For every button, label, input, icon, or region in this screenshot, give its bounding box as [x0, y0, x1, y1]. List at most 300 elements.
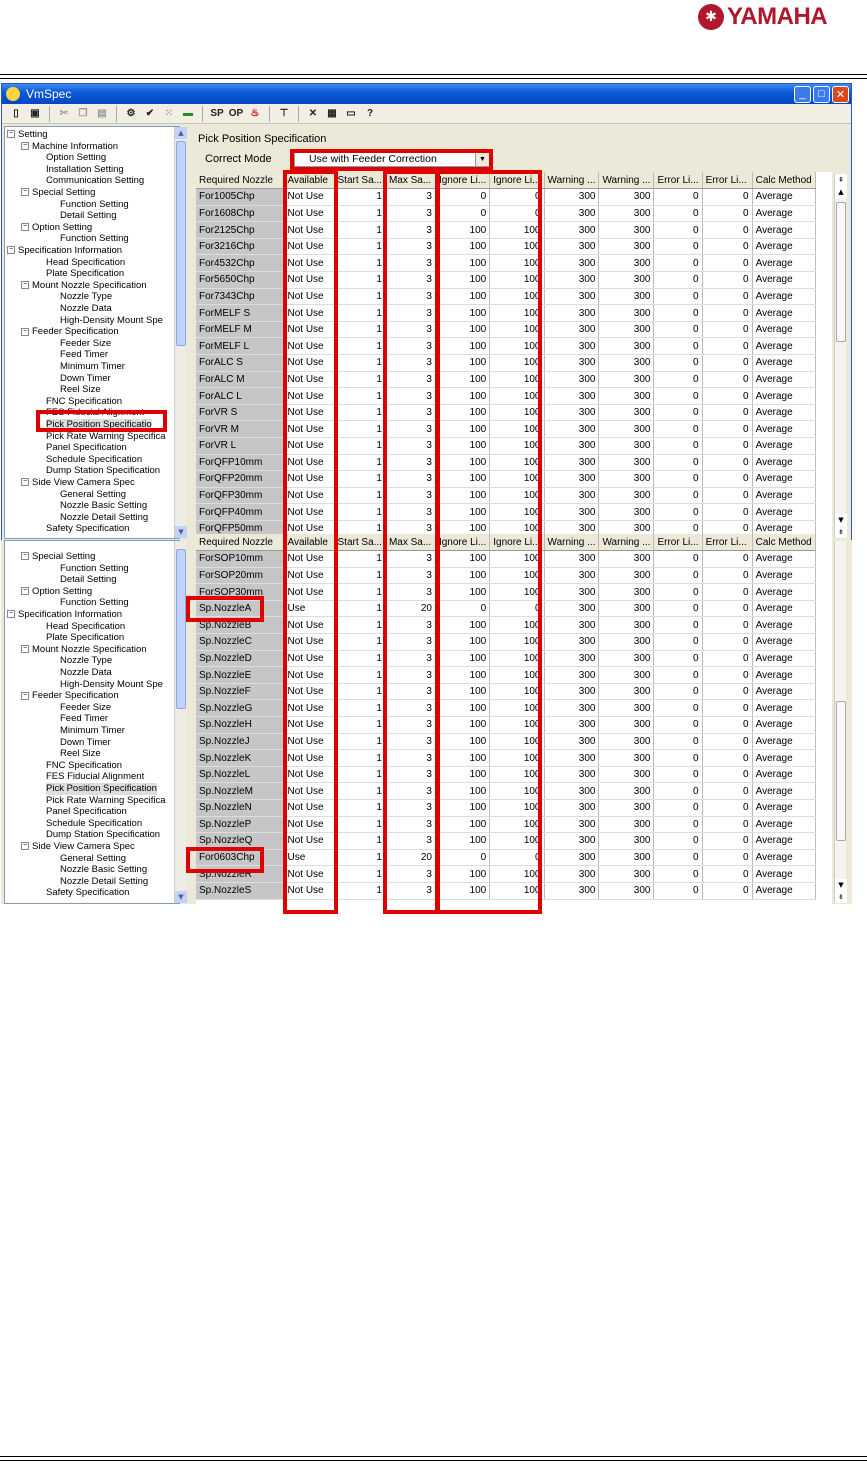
- tree-node[interactable]: [46, 795, 166, 807]
- table-cell[interactable]: 20: [385, 600, 435, 617]
- table-cell[interactable]: Not Use: [284, 584, 334, 601]
- table-cell[interactable]: 100: [490, 504, 544, 521]
- table-cell[interactable]: 100: [490, 683, 544, 700]
- table-cell[interactable]: 100: [435, 882, 489, 899]
- table-cell[interactable]: 3: [385, 750, 435, 767]
- tool-icon[interactable]: ✕: [308, 108, 318, 119]
- collapse-icon[interactable]: −: [22, 281, 28, 289]
- table-row[interactable]: [196, 783, 815, 800]
- table-cell[interactable]: 100: [490, 255, 544, 272]
- table-row[interactable]: [196, 882, 815, 899]
- table-cell[interactable]: 0: [702, 222, 752, 239]
- table-row[interactable]: [196, 617, 815, 634]
- column-header[interactable]: Ignore Li...: [490, 172, 544, 189]
- table-cell[interactable]: Not Use: [284, 882, 334, 899]
- table-cell[interactable]: 100: [490, 750, 544, 767]
- table-cell[interactable]: 0: [654, 305, 702, 322]
- tree-scrollbar-bottom[interactable]: [174, 541, 186, 903]
- table-cell[interactable]: 0: [654, 600, 702, 617]
- table-cell[interactable]: 300: [544, 683, 599, 700]
- tree-node[interactable]: [46, 164, 124, 176]
- table-cell[interactable]: 300: [544, 700, 599, 717]
- table-cell[interactable]: 1: [334, 238, 385, 255]
- keyboard-icon[interactable]: ▭: [346, 108, 356, 119]
- table-cell[interactable]: 3: [385, 355, 435, 372]
- table-cell[interactable]: 3: [385, 882, 435, 899]
- table-cell[interactable]: 300: [544, 800, 599, 817]
- table-cell[interactable]: 3: [385, 667, 435, 684]
- table-row[interactable]: [196, 650, 815, 667]
- table-cell[interactable]: 100: [490, 471, 544, 488]
- table-cell[interactable]: 3: [385, 584, 435, 601]
- table-cell[interactable]: Not Use: [284, 683, 334, 700]
- table-cell[interactable]: 300: [599, 717, 654, 734]
- column-header[interactable]: Max Sa...: [385, 534, 435, 551]
- table-cell[interactable]: 0: [654, 816, 702, 833]
- save-icon[interactable]: ▣: [30, 108, 40, 119]
- table-cell[interactable]: 100: [490, 567, 544, 584]
- tree-node[interactable]: [46, 419, 152, 431]
- column-header[interactable]: Error Li...: [654, 172, 702, 189]
- table-cell[interactable]: 3: [385, 255, 435, 272]
- table-cell[interactable]: Not Use: [284, 487, 334, 504]
- table-cell[interactable]: 300: [599, 617, 654, 634]
- table-cell[interactable]: 300: [544, 288, 599, 305]
- column-header[interactable]: Calc Method: [752, 534, 815, 551]
- table-cell[interactable]: Not Use: [284, 766, 334, 783]
- scroll-up-arrow[interactable]: ▲: [175, 127, 187, 139]
- collapse-icon[interactable]: −: [22, 327, 28, 335]
- table-cell[interactable]: 1: [334, 617, 385, 634]
- table-cell[interactable]: 100: [490, 238, 544, 255]
- table-cell[interactable]: 100: [490, 551, 544, 568]
- table-cell[interactable]: 300: [544, 783, 599, 800]
- table-cell[interactable]: 1: [334, 471, 385, 488]
- collapse-icon[interactable]: −: [22, 842, 28, 850]
- table-cell[interactable]: 300: [544, 733, 599, 750]
- table-cell[interactable]: Use: [284, 600, 334, 617]
- table-cell[interactable]: 0: [702, 866, 752, 883]
- table-cell[interactable]: Not Use: [284, 504, 334, 521]
- table-cell[interactable]: 300: [599, 833, 654, 850]
- table-cell[interactable]: 300: [599, 487, 654, 504]
- table-cell[interactable]: Average: [752, 733, 815, 750]
- table-cell[interactable]: 1: [334, 717, 385, 734]
- table-cell[interactable]: 1: [334, 783, 385, 800]
- table-cell[interactable]: 100: [490, 338, 544, 355]
- table-cell[interactable]: Average: [752, 404, 815, 421]
- table-cell[interactable]: 300: [544, 833, 599, 850]
- table-cell[interactable]: 0: [702, 305, 752, 322]
- table-cell[interactable]: 100: [435, 305, 489, 322]
- table-row[interactable]: [196, 189, 815, 206]
- table-cell[interactable]: Average: [752, 667, 815, 684]
- table-cell[interactable]: 300: [544, 766, 599, 783]
- table-cell[interactable]: 100: [435, 800, 489, 817]
- tree-node[interactable]: [60, 876, 148, 888]
- tree-node[interactable]: [46, 454, 142, 466]
- table-cell[interactable]: 300: [544, 520, 599, 537]
- table-cell[interactable]: 300: [544, 750, 599, 767]
- table-cell[interactable]: Not Use: [284, 650, 334, 667]
- table-cell[interactable]: 300: [544, 504, 599, 521]
- table-row[interactable]: [196, 816, 815, 833]
- table-cell[interactable]: 300: [544, 388, 599, 405]
- table-cell[interactable]: 1: [334, 866, 385, 883]
- table-cell[interactable]: Not Use: [284, 238, 334, 255]
- table-row[interactable]: [196, 371, 815, 388]
- table-row[interactable]: [196, 584, 815, 601]
- table-cell[interactable]: 100: [435, 833, 489, 850]
- table-cell[interactable]: Average: [752, 783, 815, 800]
- table-cell[interactable]: 0: [702, 816, 752, 833]
- table-cell[interactable]: Average: [752, 288, 815, 305]
- table-cell[interactable]: 300: [599, 471, 654, 488]
- table-cell[interactable]: 0: [702, 650, 752, 667]
- table-cell[interactable]: 100: [490, 617, 544, 634]
- column-header[interactable]: Error Li...: [654, 534, 702, 551]
- table-cell[interactable]: Average: [752, 371, 815, 388]
- tree-node[interactable]: [21, 187, 95, 199]
- scroll-bottom-arrow[interactable]: ⇟: [835, 891, 847, 903]
- table-cell[interactable]: 300: [544, 338, 599, 355]
- table-row[interactable]: [196, 683, 815, 700]
- table-cell[interactable]: 0: [702, 567, 752, 584]
- table-row[interactable]: [196, 833, 815, 850]
- table-cell[interactable]: Average: [752, 421, 815, 438]
- table-cell[interactable]: 100: [435, 388, 489, 405]
- table-cell[interactable]: Average: [752, 551, 815, 568]
- column-header[interactable]: Ignore Li...: [435, 534, 489, 551]
- tree-node[interactable]: [60, 500, 147, 512]
- table-cell[interactable]: 300: [544, 305, 599, 322]
- table-cell[interactable]: 1: [334, 700, 385, 717]
- tree-node[interactable]: [46, 465, 160, 477]
- tree-node[interactable]: [46, 257, 125, 269]
- table-cell[interactable]: 100: [435, 255, 489, 272]
- table-cell[interactable]: Average: [752, 454, 815, 471]
- table-cell[interactable]: 0: [654, 567, 702, 584]
- table-cell[interactable]: Average: [752, 700, 815, 717]
- op-button[interactable]: OP: [228, 108, 244, 119]
- table-cell[interactable]: 300: [599, 355, 654, 372]
- table-cell[interactable]: 300: [599, 222, 654, 239]
- table-cell[interactable]: 100: [490, 272, 544, 289]
- table-cell[interactable]: 100: [490, 783, 544, 800]
- column-header[interactable]: Error Li...: [702, 172, 752, 189]
- table-cell[interactable]: 0: [702, 584, 752, 601]
- table-cell[interactable]: 300: [599, 321, 654, 338]
- table-cell[interactable]: 0: [702, 600, 752, 617]
- table-cell[interactable]: 300: [544, 866, 599, 883]
- table-row[interactable]: [196, 454, 815, 471]
- table-cell[interactable]: 300: [599, 238, 654, 255]
- tree-node[interactable]: [46, 818, 142, 830]
- column-header[interactable]: Start Sa...: [334, 172, 385, 189]
- table-cell[interactable]: 300: [599, 766, 654, 783]
- table-cell[interactable]: 0: [702, 783, 752, 800]
- table-cell[interactable]: 3: [385, 404, 435, 421]
- table-cell[interactable]: 0: [654, 866, 702, 883]
- table-cell[interactable]: Average: [752, 487, 815, 504]
- table-cell[interactable]: 0: [702, 750, 752, 767]
- table-cell[interactable]: Average: [752, 766, 815, 783]
- scroll-down-arrow[interactable]: ▼: [835, 879, 847, 891]
- table-row[interactable]: [196, 766, 815, 783]
- table-cell[interactable]: 0: [654, 551, 702, 568]
- correct-mode-select[interactable]: [294, 152, 490, 167]
- table-cell[interactable]: 0: [654, 388, 702, 405]
- table-cell[interactable]: Not Use: [284, 866, 334, 883]
- table-cell[interactable]: Not Use: [284, 205, 334, 222]
- table-cell[interactable]: 100: [490, 717, 544, 734]
- collapse-icon[interactable]: −: [22, 691, 28, 699]
- table-cell[interactable]: 300: [599, 205, 654, 222]
- table-cell[interactable]: 0: [702, 733, 752, 750]
- table-row[interactable]: [196, 700, 815, 717]
- table-cell[interactable]: 300: [599, 371, 654, 388]
- table-cell[interactable]: 0: [702, 617, 752, 634]
- table-cell[interactable]: 0: [654, 471, 702, 488]
- tree-node[interactable]: [60, 489, 126, 501]
- table-cell[interactable]: 1: [334, 438, 385, 455]
- table-cell[interactable]: 0: [654, 504, 702, 521]
- table-cell[interactable]: 3: [385, 487, 435, 504]
- table-cell[interactable]: 1: [334, 404, 385, 421]
- table-cell[interactable]: 0: [435, 849, 489, 866]
- table-cell[interactable]: 100: [435, 272, 489, 289]
- column-header[interactable]: Warning ...: [544, 534, 599, 551]
- tree-node[interactable]: [60, 748, 101, 760]
- table-cell[interactable]: 3: [385, 321, 435, 338]
- table-cell[interactable]: Average: [752, 520, 815, 537]
- table-cell[interactable]: 1: [334, 487, 385, 504]
- table-cell[interactable]: 300: [544, 222, 599, 239]
- table-cell[interactable]: Not Use: [284, 800, 334, 817]
- table-cell[interactable]: 0: [654, 487, 702, 504]
- tree-node[interactable]: [60, 563, 129, 575]
- table-cell[interactable]: 0: [490, 849, 544, 866]
- table-cell[interactable]: 100: [435, 783, 489, 800]
- table-cell[interactable]: 0: [654, 189, 702, 206]
- tree-node[interactable]: [60, 338, 111, 350]
- table-cell[interactable]: Not Use: [284, 421, 334, 438]
- table-cell[interactable]: 100: [435, 421, 489, 438]
- table-cell[interactable]: 1: [334, 600, 385, 617]
- table-cell[interactable]: 3: [385, 338, 435, 355]
- tree-node[interactable]: [60, 679, 163, 691]
- collapse-icon[interactable]: −: [8, 130, 14, 138]
- table-row[interactable]: [196, 421, 815, 438]
- table-cell[interactable]: 100: [435, 617, 489, 634]
- tree-node[interactable]: [46, 621, 125, 633]
- table-cell[interactable]: 300: [544, 487, 599, 504]
- table-cell[interactable]: Average: [752, 471, 815, 488]
- tree-node[interactable]: [60, 291, 112, 303]
- table-cell[interactable]: 300: [544, 584, 599, 601]
- tree-node[interactable]: [46, 407, 144, 419]
- table-cell[interactable]: Average: [752, 650, 815, 667]
- column-header[interactable]: Warning ...: [599, 534, 654, 551]
- tree-node[interactable]: [46, 771, 144, 783]
- table-cell[interactable]: 300: [544, 205, 599, 222]
- table-cell[interactable]: 0: [654, 272, 702, 289]
- table-cell[interactable]: Not Use: [284, 272, 334, 289]
- table-cell[interactable]: Average: [752, 272, 815, 289]
- column-header[interactable]: Ignore Li...: [490, 534, 544, 551]
- table-cell[interactable]: Average: [752, 438, 815, 455]
- table-cell[interactable]: 300: [599, 520, 654, 537]
- table-cell[interactable]: 0: [654, 205, 702, 222]
- table-cell[interactable]: 0: [702, 355, 752, 372]
- table-cell[interactable]: 100: [490, 371, 544, 388]
- collapse-icon[interactable]: −: [22, 223, 28, 231]
- table-cell[interactable]: 0: [654, 288, 702, 305]
- table-cell[interactable]: 100: [490, 816, 544, 833]
- tree-node[interactable]: [46, 783, 157, 795]
- table-cell[interactable]: 0: [702, 849, 752, 866]
- table-cell[interactable]: 0: [702, 454, 752, 471]
- table-cell[interactable]: 300: [544, 634, 599, 651]
- table-cell[interactable]: 100: [435, 487, 489, 504]
- table-cell[interactable]: Average: [752, 388, 815, 405]
- table-cell[interactable]: 300: [544, 617, 599, 634]
- table-cell[interactable]: 100: [490, 404, 544, 421]
- table-cell[interactable]: 100: [435, 700, 489, 717]
- table-cell[interactable]: 0: [702, 882, 752, 899]
- table-cell[interactable]: Not Use: [284, 305, 334, 322]
- table-cell[interactable]: 1: [334, 288, 385, 305]
- table-cell[interactable]: 100: [435, 355, 489, 372]
- table-cell[interactable]: 1: [334, 683, 385, 700]
- column-header[interactable]: Calc Method: [752, 172, 815, 189]
- table-cell[interactable]: 100: [490, 288, 544, 305]
- table-cell[interactable]: 100: [435, 321, 489, 338]
- table-cell[interactable]: 0: [654, 634, 702, 651]
- scroll-up-arrow[interactable]: ▲: [835, 186, 847, 198]
- tree-node[interactable]: [60, 303, 112, 315]
- table-cell[interactable]: 100: [435, 454, 489, 471]
- table-cell[interactable]: Average: [752, 238, 815, 255]
- collapse-icon[interactable]: −: [22, 587, 28, 595]
- table-cell[interactable]: 100: [490, 584, 544, 601]
- column-header[interactable]: Max Sa...: [385, 172, 435, 189]
- table-cell[interactable]: 3: [385, 272, 435, 289]
- table-cell[interactable]: 300: [599, 800, 654, 817]
- table-cell[interactable]: Average: [752, 584, 815, 601]
- table-cell[interactable]: 300: [599, 404, 654, 421]
- tree-node[interactable]: [7, 245, 122, 257]
- tree-node[interactable]: [60, 349, 108, 361]
- table-cell[interactable]: 0: [654, 667, 702, 684]
- table-cell[interactable]: 300: [544, 717, 599, 734]
- table-cell[interactable]: 1: [334, 634, 385, 651]
- table-cell[interactable]: 100: [490, 321, 544, 338]
- table-cell[interactable]: Average: [752, 305, 815, 322]
- table-row[interactable]: [196, 355, 815, 372]
- table-cell[interactable]: 0: [490, 205, 544, 222]
- table-cell[interactable]: Average: [752, 617, 815, 634]
- table-cell[interactable]: Not Use: [284, 551, 334, 568]
- table-cell[interactable]: 1: [334, 766, 385, 783]
- table-cell[interactable]: 300: [599, 667, 654, 684]
- table-cell[interactable]: 300: [599, 255, 654, 272]
- table-cell[interactable]: Average: [752, 255, 815, 272]
- table-cell[interactable]: 100: [490, 222, 544, 239]
- table-cell[interactable]: 1: [334, 520, 385, 537]
- table-cell[interactable]: Not Use: [284, 321, 334, 338]
- tree-node[interactable]: [46, 632, 124, 644]
- collapse-icon[interactable]: −: [8, 610, 14, 618]
- table-cell[interactable]: 1: [334, 667, 385, 684]
- table-cell[interactable]: Not Use: [284, 617, 334, 634]
- table-row[interactable]: [196, 305, 815, 322]
- table-cell[interactable]: 1: [334, 849, 385, 866]
- tree-node[interactable]: [21, 690, 119, 702]
- table-cell[interactable]: 3: [385, 305, 435, 322]
- table-cell[interactable]: 1: [334, 551, 385, 568]
- column-header[interactable]: Warning ...: [544, 172, 599, 189]
- settings-tree-bottom[interactable]: [4, 540, 180, 904]
- grid-scrollbar-top[interactable]: [834, 174, 846, 538]
- collapse-icon[interactable]: −: [8, 246, 14, 254]
- table-cell[interactable]: 100: [435, 866, 489, 883]
- tree-node[interactable]: [60, 210, 117, 222]
- collapse-icon[interactable]: −: [22, 188, 28, 196]
- tree-node[interactable]: [21, 280, 147, 292]
- table-cell[interactable]: 0: [654, 238, 702, 255]
- table-cell[interactable]: 300: [544, 189, 599, 206]
- table-cell[interactable]: 300: [599, 700, 654, 717]
- table-cell[interactable]: 0: [654, 650, 702, 667]
- table-cell[interactable]: 100: [490, 487, 544, 504]
- table-cell[interactable]: 0: [702, 766, 752, 783]
- table-cell[interactable]: 100: [490, 438, 544, 455]
- tree-node[interactable]: [46, 396, 122, 408]
- table-cell[interactable]: 1: [334, 222, 385, 239]
- table-cell[interactable]: 100: [490, 421, 544, 438]
- table-cell[interactable]: 300: [599, 288, 654, 305]
- table-cell[interactable]: 0: [702, 504, 752, 521]
- table-cell[interactable]: 0: [702, 551, 752, 568]
- table-row[interactable]: [196, 634, 815, 651]
- nozzle-icon[interactable]: ♨: [250, 108, 260, 119]
- table-cell[interactable]: 300: [599, 567, 654, 584]
- table-cell[interactable]: 0: [654, 222, 702, 239]
- table-cell[interactable]: 3: [385, 205, 435, 222]
- table-cell[interactable]: 100: [435, 551, 489, 568]
- tree-node[interactable]: [46, 887, 129, 899]
- table-cell[interactable]: 0: [654, 438, 702, 455]
- table-cell[interactable]: 0: [702, 634, 752, 651]
- tree-node[interactable]: [21, 326, 119, 338]
- table-cell[interactable]: Average: [752, 634, 815, 651]
- table-cell[interactable]: 0: [702, 800, 752, 817]
- table-cell[interactable]: 300: [544, 816, 599, 833]
- table-cell[interactable]: 0: [654, 750, 702, 767]
- table-cell[interactable]: 1: [334, 733, 385, 750]
- table-cell[interactable]: 300: [599, 272, 654, 289]
- table-cell[interactable]: 3: [385, 800, 435, 817]
- tree-node[interactable]: [46, 829, 160, 841]
- maximize-button[interactable]: □: [813, 86, 830, 103]
- tree-node[interactable]: [46, 442, 127, 454]
- table-cell[interactable]: Not Use: [284, 816, 334, 833]
- tree-node[interactable]: [46, 806, 127, 818]
- table-cell[interactable]: 0: [702, 683, 752, 700]
- table-cell[interactable]: 300: [544, 371, 599, 388]
- table-cell[interactable]: 3: [385, 222, 435, 239]
